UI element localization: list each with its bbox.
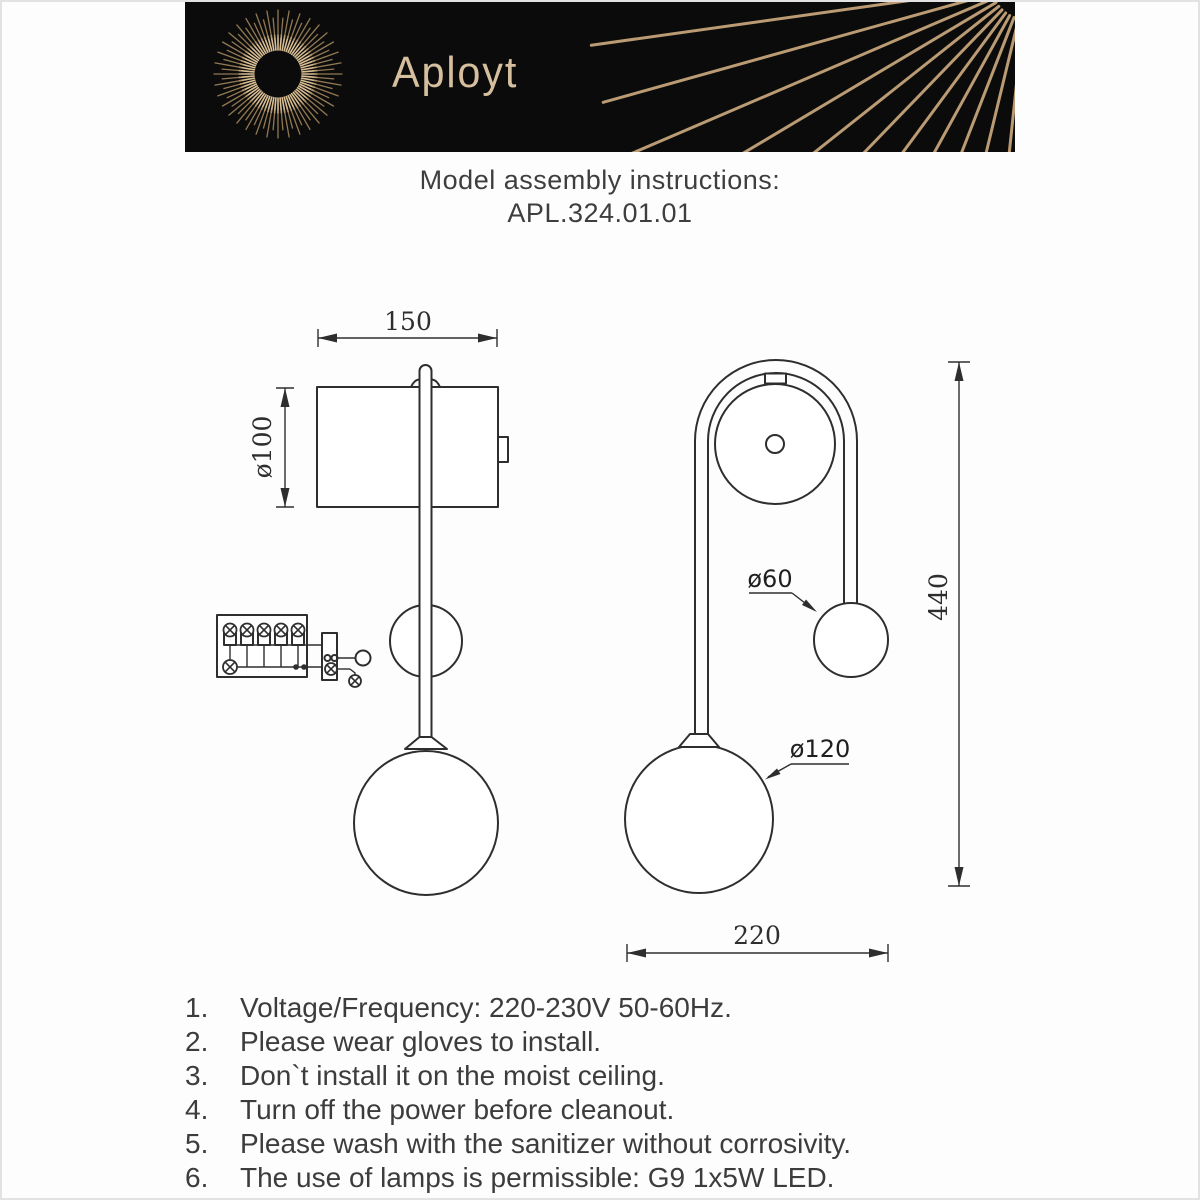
brand-logo-text: Aployt	[392, 48, 519, 97]
dimension-canopy	[248, 388, 294, 507]
front-view-canopy	[715, 384, 835, 504]
list-item-text: Don`t install it on the moist ceiling.	[240, 1060, 665, 1091]
dimension-span-label: 220	[733, 921, 781, 950]
list-item	[185, 1093, 1145, 1127]
side-view-socket	[405, 737, 447, 749]
list-item	[185, 1127, 1145, 1161]
list-item	[185, 1161, 1145, 1195]
dimension-height-label: 440	[924, 573, 953, 621]
list-item	[185, 1025, 1145, 1059]
dimension-ball-label: ø60	[747, 565, 793, 593]
list-item-number: 6.	[185, 1162, 209, 1193]
front-view-ball	[814, 603, 888, 677]
list-item-text: Turn off the power before cleanout.	[240, 1094, 675, 1125]
list-item-number: 4.	[185, 1094, 209, 1125]
model-number: APL.324.01.01	[507, 198, 693, 228]
list-item	[185, 991, 1145, 1025]
wire-loop-icon	[356, 651, 371, 666]
list-item-text: The use of lamps is permissible: G9 1x5W LED.	[240, 1162, 835, 1193]
list-item-number: 5.	[185, 1128, 209, 1159]
side-view-globe	[354, 751, 498, 895]
dimension-width	[318, 307, 497, 347]
instruction-list	[185, 991, 1145, 1195]
list-item	[185, 1059, 1145, 1093]
dimension-globe-label: ø120	[789, 735, 851, 763]
front-view-drawing	[625, 360, 970, 962]
front-view-socket	[679, 734, 719, 747]
dimension-globe	[765, 735, 850, 780]
dimension-span	[627, 921, 888, 962]
front-view-globe	[625, 745, 773, 893]
list-item-number: 3.	[185, 1060, 209, 1091]
list-item-text: Please wash with the sanitizer without corrosivity.	[240, 1128, 852, 1159]
side-view-switch-tab	[498, 437, 508, 462]
arc-clamp	[765, 374, 786, 384]
list-item-text: Please wear gloves to install.	[240, 1026, 602, 1057]
list-item-number: 2.	[185, 1026, 209, 1057]
dimension-height	[924, 362, 970, 886]
side-view-wall-box	[317, 387, 498, 507]
dimension-width-label: 150	[384, 307, 432, 336]
wiring-diagram	[217, 615, 371, 687]
list-item-number: 1.	[185, 992, 209, 1023]
side-view-drawing	[248, 307, 508, 895]
list-item-text: Voltage/Frequency: 220-230V 50-60Hz.	[240, 992, 732, 1023]
page-title: Model assembly instructions:	[419, 165, 781, 195]
dimension-canopy-label: ø100	[248, 415, 277, 479]
dimension-ball	[747, 565, 817, 612]
